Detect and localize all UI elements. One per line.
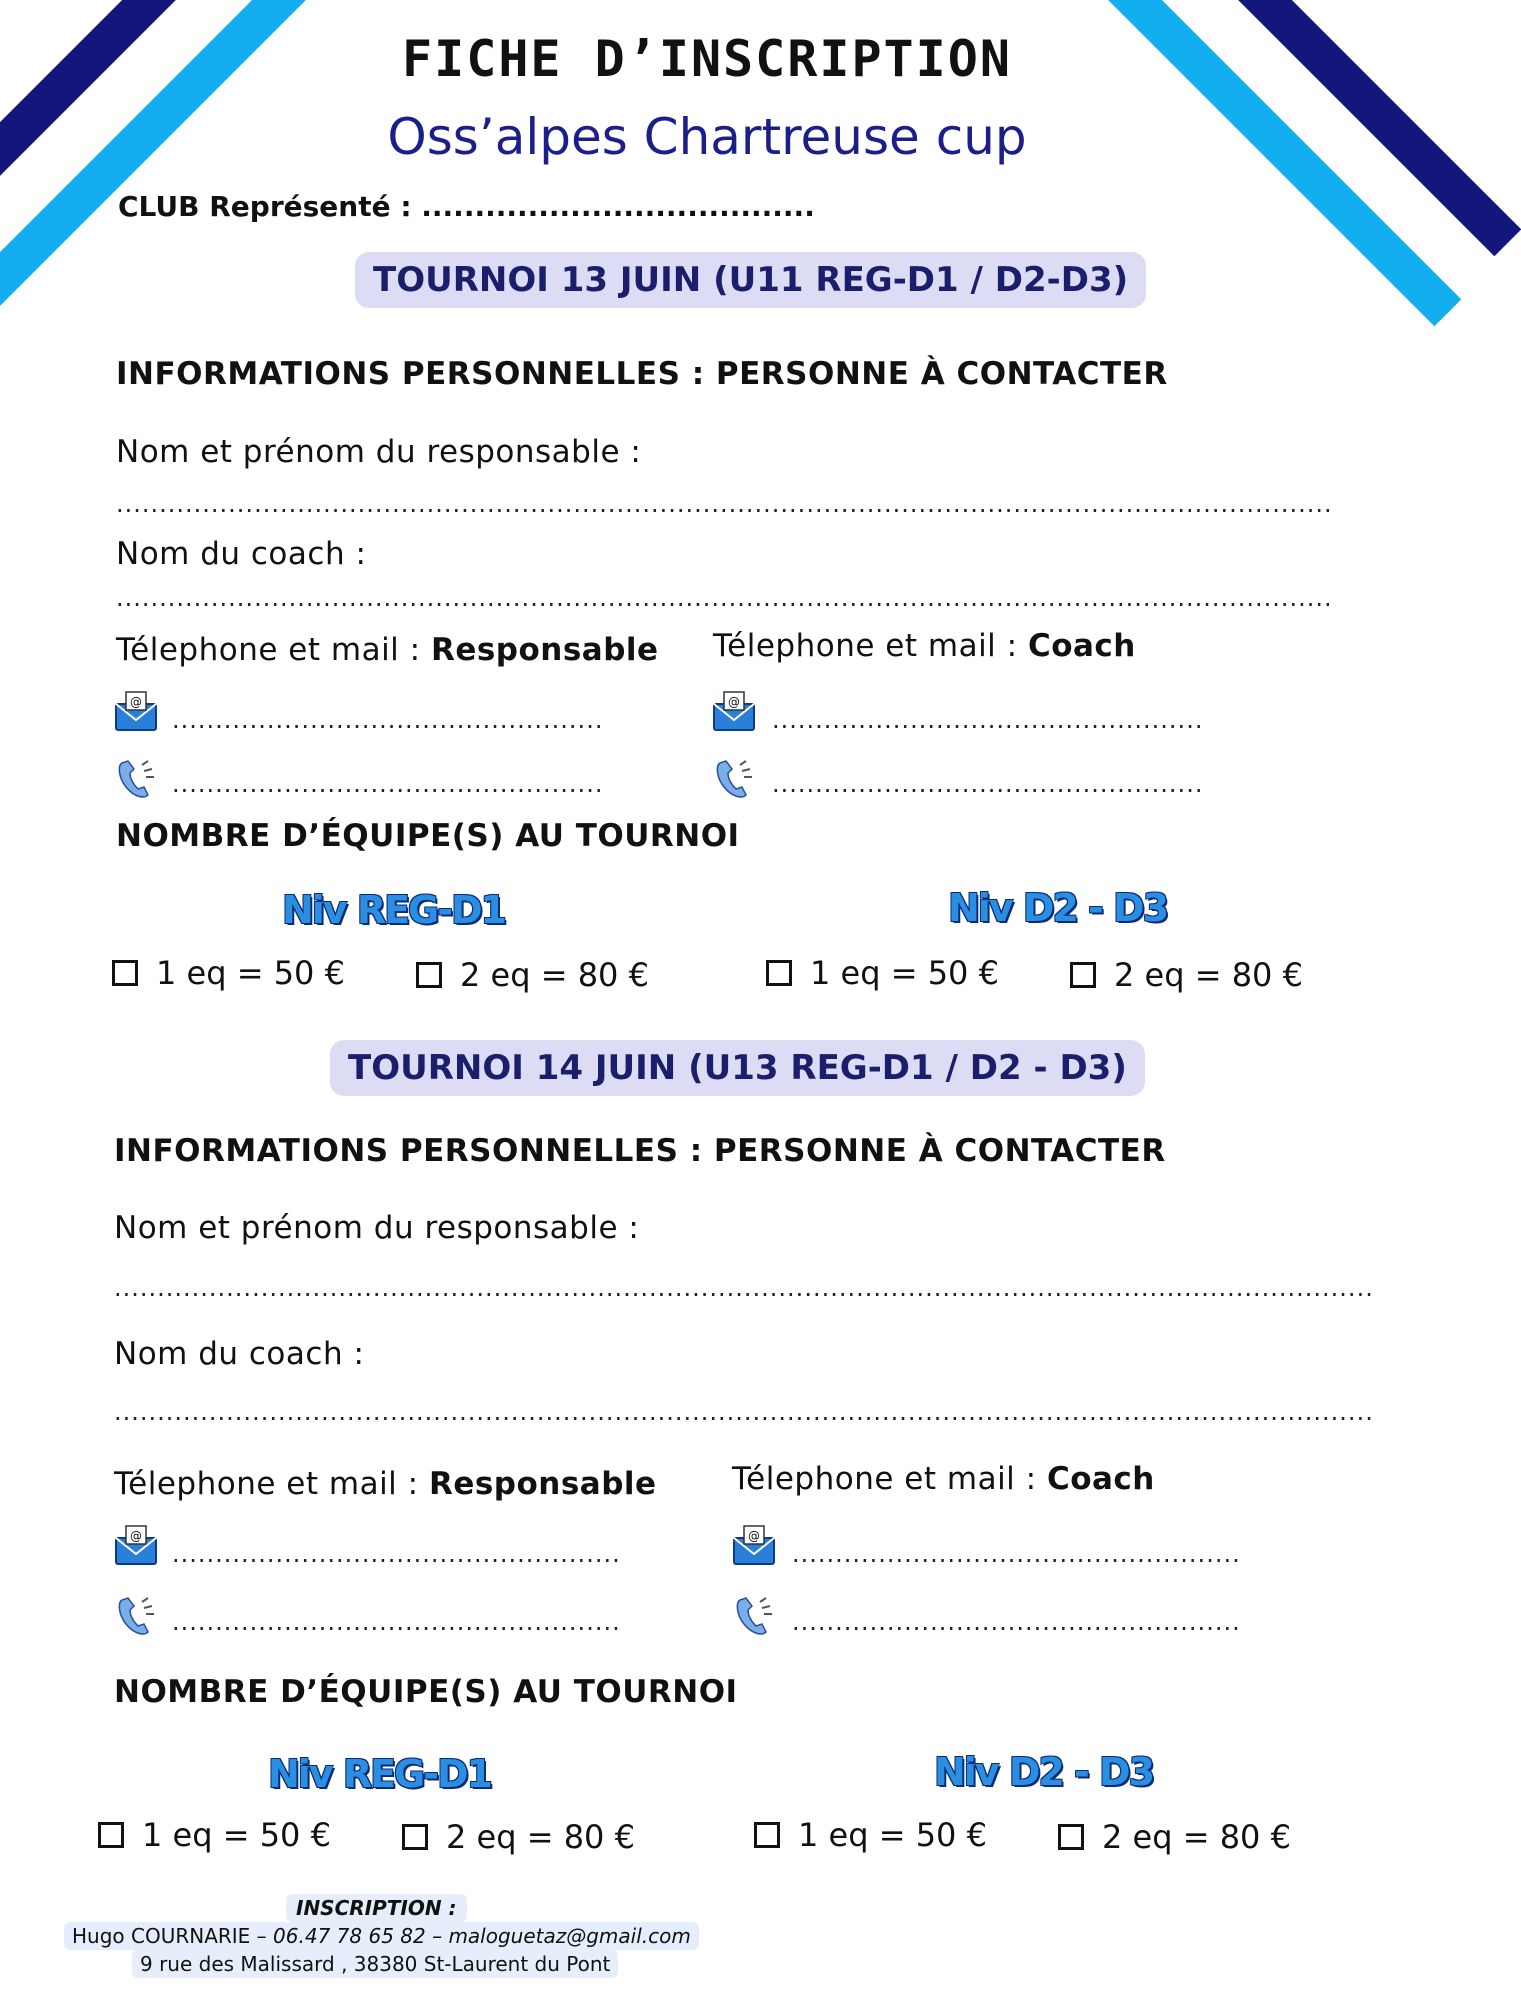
svg-text:@: @ [748,1529,760,1543]
checkbox-icon[interactable] [766,960,792,986]
checkbox-icon[interactable] [98,1822,124,1848]
svg-text:@: @ [130,1529,142,1543]
checkbox-icon[interactable] [402,1824,428,1850]
checkbox-icon[interactable] [1058,1824,1084,1850]
checkbox-icon[interactable] [754,1822,780,1848]
tournament-1-coach-label: Nom du coach : [116,536,367,572]
tournament-2-level-d2-d3: Niv D2 - D3 [934,1750,1154,1794]
tournament-1-responsable-label: Nom et prénom du responsable : [116,434,642,470]
page-title: FICHE D’INSCRIPTION [402,30,1012,88]
tournament-1-teams-heading: NOMBRE D’ÉQUIPE(S) AU TOURNOI [116,818,740,854]
page-subtitle: Oss’alpes Chartreuse cup [387,108,1027,166]
footer-address: 9 rue des Malissard , 38380 St-Laurent du Pont [132,1950,618,1978]
tournament-2-info-heading: INFORMATIONS PERSONNELLES : PERSONNE À CONTACTER [114,1133,1166,1169]
phone-icon [114,757,158,801]
phone-icon [712,757,756,801]
tournament-2-d2-d3-option-1[interactable]: 1 eq = 50 € [754,1816,987,1854]
tournament-2-responsable-line: .................................................................................................................................................. [114,1274,1374,1302]
tournament-1-coach-email-line: .................................................. [772,706,1204,734]
tournament-2-coach-line: .................................................................................................................................................. [114,1398,1374,1426]
tournament-1-coach-phone-line: .................................................. [772,770,1204,798]
tournament-1-reg-d1-option-1[interactable]: 1 eq = 50 € [112,954,345,992]
tournament-2-phone-mail-coach: Télephone et mail : Coach [732,1461,1155,1497]
checkbox-icon[interactable] [112,960,138,986]
tournament-1-phone-mail-coach: Télephone et mail : Coach [713,628,1136,664]
tournament-2-coach-phone-line: .................................................... [792,1608,1241,1636]
tournament-2-d2-d3-option-2[interactable]: 2 eq = 80 € [1058,1818,1291,1856]
tournament-2-responsable-label: Nom et prénom du responsable : [114,1210,640,1246]
tournament-1-level-d2-d3: Niv D2 - D3 [948,886,1168,930]
checkbox-icon[interactable] [416,962,442,988]
phone-icon [114,1594,158,1638]
checkbox-icon[interactable] [1070,962,1096,988]
tournament-1-reg-d1-option-2[interactable]: 2 eq = 80 € [416,956,649,994]
svg-text:@: @ [130,695,142,709]
tournament-1-responsable-line: ............................................................................................................................................. [116,490,1333,518]
tournament-1-title: TOURNOI 13 JUIN (U11 REG-D1 / D2-D3) [355,252,1146,308]
tournament-2-title: TOURNOI 14 JUIN (U13 REG-D1 / D2 - D3) [330,1040,1145,1096]
email-icon [712,690,756,734]
tournament-2-reg-d1-option-1[interactable]: 1 eq = 50 € [98,1816,331,1854]
phone-icon [732,1594,776,1638]
email-icon [114,1524,158,1568]
email-icon [114,690,158,734]
footer-contact: Hugo COURNARIE – 06.47 78 65 82 – maloguetaz@gmail.com [64,1922,699,1950]
tournament-1-responsable-email-line: .................................................. [172,706,604,734]
tournament-1-level-reg-d1: Niv REG-D1 [282,888,505,932]
tournament-1-info-heading: INFORMATIONS PERSONNELLES : PERSONNE À CONTACTER [116,356,1168,392]
email-icon [732,1524,776,1568]
tournament-1-phone-mail-responsable: Télephone et mail : Responsable [116,632,659,668]
tournament-1-responsable-phone-line: .................................................. [172,770,604,798]
svg-text:@: @ [728,695,740,709]
tournament-2-level-reg-d1: Niv REG-D1 [268,1752,491,1796]
footer-heading: INSCRIPTION : [286,1894,467,1922]
tournament-2-reg-d1-option-2[interactable]: 2 eq = 80 € [402,1818,635,1856]
club-field: CLUB Représenté : ..................................... [118,190,815,223]
tournament-2-phone-mail-responsable: Télephone et mail : Responsable [114,1466,657,1502]
tournament-2-coach-label: Nom du coach : [114,1336,365,1372]
tournament-1-coach-line: ............................................................................................................................................. [116,584,1333,612]
tournament-2-teams-heading: NOMBRE D’ÉQUIPE(S) AU TOURNOI [114,1674,738,1710]
tournament-1-d2-d3-option-1[interactable]: 1 eq = 50 € [766,954,999,992]
tournament-2-responsable-phone-line: .................................................... [172,1608,621,1636]
tournament-1-d2-d3-option-2[interactable]: 2 eq = 80 € [1070,956,1303,994]
tournament-2-responsable-email-line: .................................................... [172,1540,621,1568]
tournament-2-coach-email-line: .................................................... [792,1540,1241,1568]
